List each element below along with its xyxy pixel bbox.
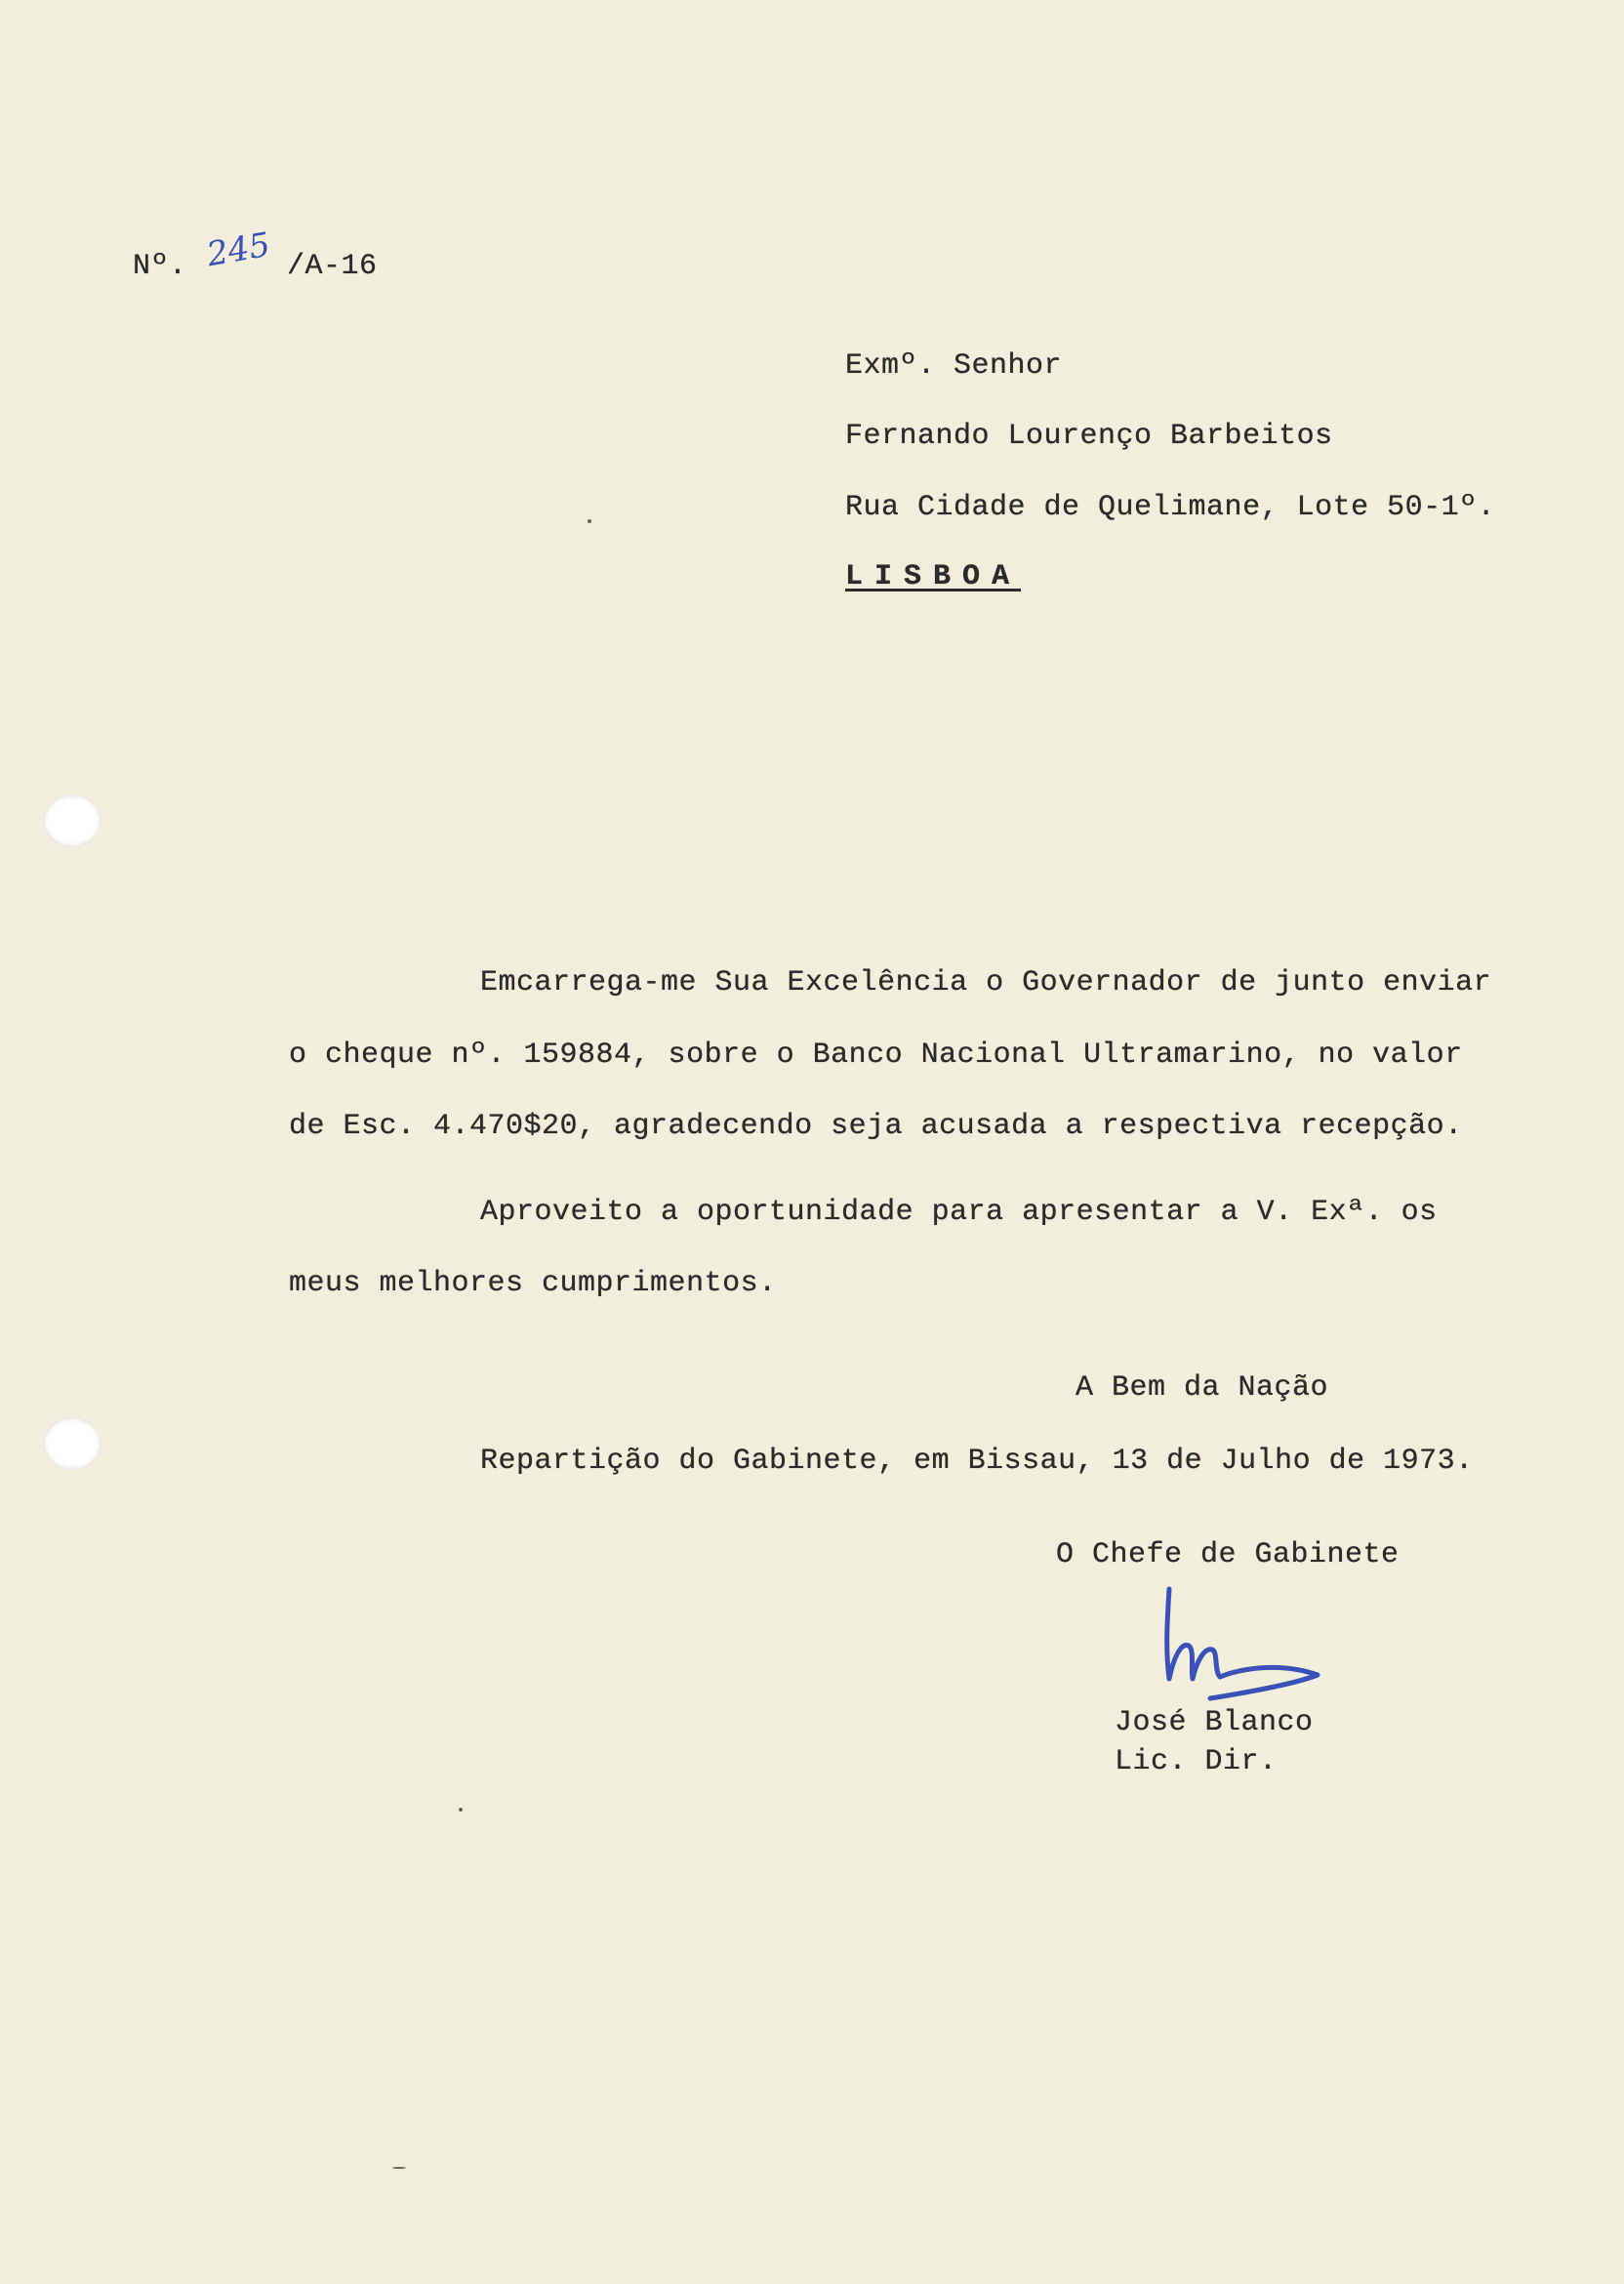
reference-suffix: /A-16 — [287, 250, 378, 283]
paper-speck — [392, 2167, 406, 2169]
signer-title: Lic. Dir. — [1115, 1745, 1278, 1778]
punch-hole — [43, 1417, 102, 1470]
paper-speck — [459, 1808, 463, 1812]
addressee-city: LISBOA — [845, 560, 1022, 593]
body-paragraph-2-line-2: meus melhores cumprimentos. — [289, 1267, 777, 1300]
body-paragraph-2-line-1: Aproveito a oportunidade para apresentar a V. Exª. os — [480, 1196, 1438, 1229]
signer-name: José Blanco — [1115, 1706, 1314, 1739]
handwritten-signature — [1152, 1581, 1337, 1718]
addressee-salutation: Exmº. Senhor — [845, 349, 1063, 383]
reference-prefix: Nº. — [133, 250, 187, 283]
body-paragraph-1-line-3: de Esc. 4.470$20, agradecendo seja acusada a respectiva recepção. — [289, 1110, 1463, 1143]
body-paragraph-1-line-2: o cheque nº. 159884, sobre o Banco Nacional Ultramarino, no valor — [289, 1039, 1463, 1072]
closing-formula: A Bem da Nação — [1076, 1371, 1329, 1405]
body-paragraph-1-line-1: Emcarrega-me Sua Excelência o Governador de junto enviar — [480, 966, 1492, 999]
place-and-date: Repartição do Gabinete, em Bissau, 13 de Julho de 1973. — [480, 1445, 1474, 1478]
addressee-name: Fernando Lourenço Barbeitos — [845, 420, 1333, 453]
punch-hole — [43, 795, 102, 847]
paper-speck — [588, 519, 591, 523]
addressee-street: Rua Cidade de Quelimane, Lote 50-1º. — [845, 491, 1496, 524]
chief-title: O Chefe de Gabinete — [1056, 1538, 1400, 1571]
reference-number-handwritten: 245 — [204, 224, 273, 275]
